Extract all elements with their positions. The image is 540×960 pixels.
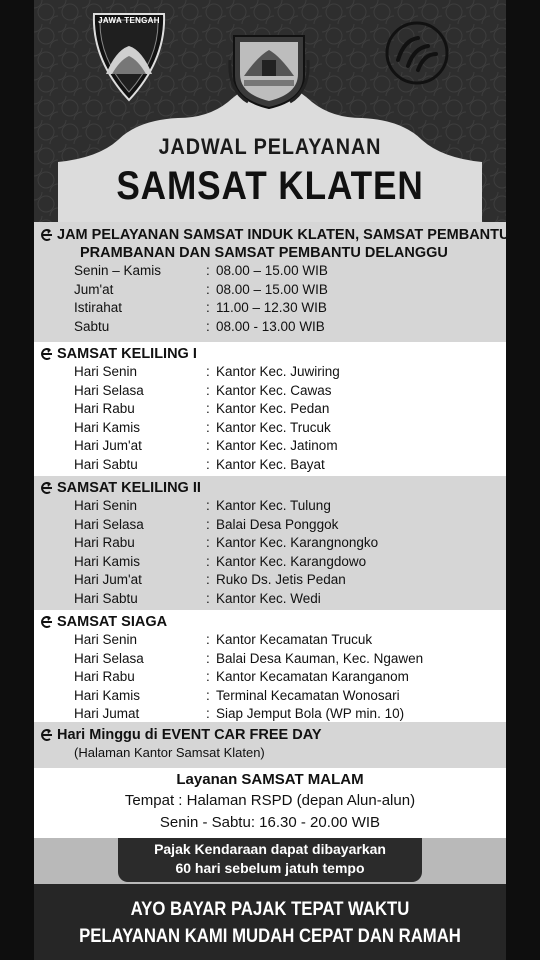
schedule-row <box>40 650 506 669</box>
row-day: Hari Kamis <box>74 687 141 703</box>
row-colon: : <box>206 456 210 472</box>
section-heading-line2: PRAMBANAN DAN SAMSAT PEMBANTU DELANGGU <box>80 245 448 261</box>
section-heading-text: SAMSAT SIAGA <box>57 614 168 630</box>
row-colon: : <box>206 590 210 606</box>
row-colon: : <box>206 300 210 315</box>
schedule-row <box>40 437 506 456</box>
row-day: Hari Kamis <box>74 553 141 569</box>
section-heading <box>40 222 510 244</box>
schedule-row <box>40 571 506 590</box>
section-note: (Halaman Kantor Samsat Klaten) <box>74 745 265 760</box>
row-colon: : <box>206 318 210 334</box>
malam-title: Layanan SAMSAT MALAM <box>176 771 364 788</box>
notice-line2: 60 hari sebelum jatuh tempo <box>175 860 365 876</box>
row-day: Hari Senin <box>74 498 138 513</box>
jasa-raharja-logo <box>384 20 450 86</box>
row-day: Hari Senin <box>74 364 138 379</box>
row-value: Kantor Kecamatan Trucuk <box>216 632 373 647</box>
row-value: 08.00 – 15.00 WIB <box>216 281 328 297</box>
row-value: Ruko Ds. Jetis Pedan <box>216 572 346 587</box>
row-day: Hari Jum'at <box>74 438 142 453</box>
footer-line1: AYO BAYAR PAJAK TEPAT WAKTU <box>130 899 410 920</box>
section-jam-pelayanan <box>34 222 510 342</box>
row-colon: : <box>206 516 210 532</box>
section-samsat-siaga <box>34 610 506 722</box>
arrow-icon <box>40 347 54 361</box>
row-value: Balai Desa Kauman, Kec. Ngawen <box>216 650 424 666</box>
schedule-row <box>40 363 506 382</box>
schedule-row <box>40 534 506 553</box>
row-day: Hari Rabu <box>74 669 135 684</box>
section-heading-text: SAMSAT KELILING II <box>57 480 201 496</box>
row-value: Balai Desa Ponggok <box>216 516 339 532</box>
arrow-icon <box>40 481 54 495</box>
samsat-malam-info <box>34 768 506 838</box>
section-car-free-day <box>34 722 506 768</box>
arrow-icon <box>40 615 54 629</box>
schedule-row <box>40 299 506 318</box>
row-value: Kantor Kec. Bayat <box>216 456 325 472</box>
row-colon: : <box>206 535 210 550</box>
title-line2: SAMSAT KLATEN <box>116 164 424 208</box>
section-heading <box>40 476 506 497</box>
row-day: Hari Selasa <box>74 516 144 532</box>
row-colon: : <box>206 419 210 435</box>
row-day: Hari Sabtu <box>74 590 138 606</box>
row-value: 08.00 – 15.00 WIB <box>216 263 328 278</box>
row-value: Kantor Kec. Karangnongko <box>216 535 379 550</box>
row-colon: : <box>206 632 210 647</box>
section-heading <box>40 610 506 631</box>
row-day: Hari Jumat <box>74 706 140 721</box>
section-heading <box>40 722 506 744</box>
section-samsat-keliling-1 <box>34 342 506 476</box>
row-colon: : <box>206 281 210 297</box>
schedule-row <box>40 497 506 516</box>
schedule-row <box>40 668 506 687</box>
row-day: Hari Sabtu <box>74 456 138 472</box>
row-colon: : <box>206 572 210 587</box>
row-day: Hari Jum'at <box>74 572 142 587</box>
schedule-row <box>40 318 506 337</box>
section-heading-text: SAMSAT KELILING I <box>57 346 197 362</box>
row-day: Sabtu <box>74 318 110 334</box>
row-day: Istirahat <box>74 300 123 315</box>
row-colon: : <box>206 401 210 416</box>
row-value: Kantor Kec. Wedi <box>216 590 321 606</box>
row-value: Kantor Kec. Trucuk <box>216 419 331 435</box>
row-day: Hari Kamis <box>74 419 141 435</box>
row-value: Kantor Kec. Pedan <box>216 401 330 416</box>
row-value: Kantor Kec. Jatinom <box>216 438 338 453</box>
schedule-row <box>40 516 506 535</box>
schedule-row <box>40 705 506 724</box>
row-colon: : <box>206 650 210 666</box>
section-heading <box>40 342 506 363</box>
schedule-row <box>40 687 506 706</box>
row-value: Kantor Kec. Juwiring <box>216 364 340 379</box>
row-value: Terminal Kecamatan Wonosari <box>216 687 400 703</box>
footer-banner <box>34 884 506 960</box>
schedule-row <box>40 281 506 300</box>
row-day: Senin – Kamis <box>74 263 162 278</box>
notice-pill <box>118 838 422 882</box>
section-samsat-keliling-2 <box>34 476 506 610</box>
row-day: Hari Senin <box>74 632 138 647</box>
schedule-row <box>40 400 506 419</box>
row-colon: : <box>206 498 210 513</box>
row-value: 08.00 - 13.00 WIB <box>216 318 325 334</box>
row-day: Hari Rabu <box>74 401 135 416</box>
schedule-row <box>40 456 506 475</box>
schedule-row <box>40 419 506 438</box>
schedule-row <box>40 262 506 281</box>
row-day: Hari Selasa <box>74 650 144 666</box>
schedule-row <box>40 631 506 650</box>
row-value: 11.00 – 12.30 WIB <box>216 300 327 315</box>
row-colon: : <box>206 438 210 453</box>
police-badge-text: JAWA TENGAH <box>98 16 160 25</box>
row-colon: : <box>206 382 210 398</box>
row-colon: : <box>206 364 210 379</box>
row-colon: : <box>206 263 210 278</box>
row-colon: : <box>206 669 210 684</box>
notice-line1: Pajak Kendaraan dapat dibayarkan <box>154 841 386 857</box>
arrow-icon <box>40 228 54 242</box>
row-day: Hari Selasa <box>74 382 144 398</box>
row-value: Kantor Kec. Tulung <box>216 498 331 513</box>
schedule-row <box>40 553 506 572</box>
arrow-icon <box>40 728 54 742</box>
footer-line2: PELAYANAN KAMI MUDAH CEPAT DAN RAMAH <box>79 926 461 947</box>
province-emblem-logo <box>228 30 310 110</box>
section-heading-text: JAM PELAYANAN SAMSAT INDUK KLATEN, SAMSAT PEMBANTU <box>57 227 510 243</box>
row-colon: : <box>206 553 210 569</box>
section-heading-text: Hari Minggu di EVENT CAR FREE DAY <box>57 727 322 743</box>
malam-time: Senin - Sabtu: 16.30 - 20.00 WIB <box>159 814 381 831</box>
row-value: Kantor Kec. Karangdowo <box>216 553 367 569</box>
row-colon: : <box>206 706 210 721</box>
schedule-row <box>40 590 506 609</box>
notice-band <box>34 838 506 884</box>
schedule-row <box>40 382 506 401</box>
malam-place: Tempat : Halaman RSPD (depan Alun-alun) <box>124 792 416 809</box>
row-day: Hari Rabu <box>74 535 135 550</box>
row-colon: : <box>206 687 210 703</box>
title-line1: JADWAL PELAYANAN <box>158 134 382 159</box>
row-value: Kantor Kecamatan Karanganom <box>216 669 409 684</box>
row-day: Jum'at <box>74 281 114 297</box>
row-value: Kantor Kec. Cawas <box>216 382 332 398</box>
row-value: Siap Jemput Bola (WP min. 10) <box>216 706 405 721</box>
